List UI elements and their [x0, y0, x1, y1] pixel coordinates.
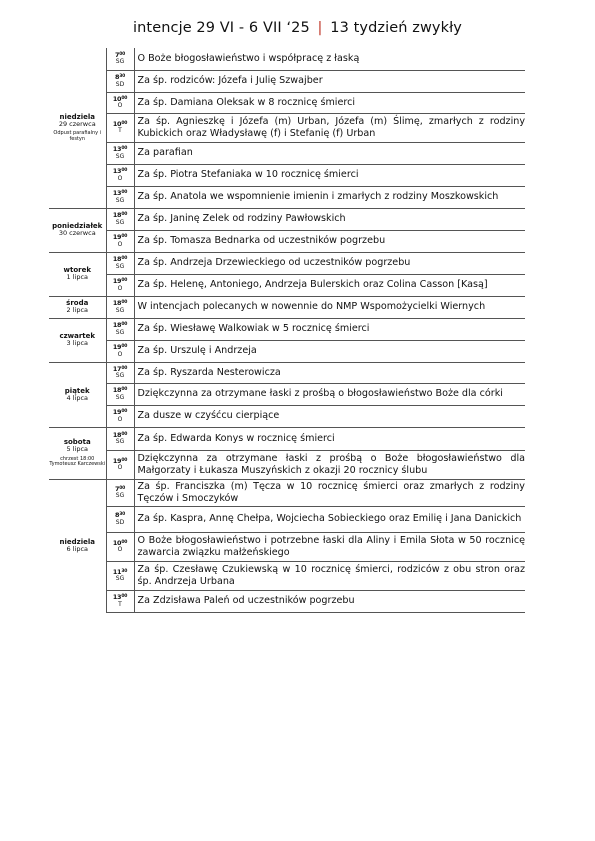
mass-minutes: 00 — [121, 190, 128, 196]
mass-intention: Za śp. Czesławę Czukiewską w 10 rocznicę śmierci, rodziców z obu stron oraz śp. Andrzeja Urbana — [134, 561, 525, 590]
mass-time — [106, 479, 134, 506]
mass-hour: 19 — [112, 456, 122, 465]
mass-intention: Za śp. Tomasza Bednarka od uczestników pogrzebu — [134, 230, 525, 252]
mass-hour: 10 — [112, 94, 122, 103]
mass-time — [106, 340, 134, 362]
mass-minutes: 00 — [121, 212, 128, 218]
mass-hour: 19 — [112, 408, 122, 417]
mass-time — [106, 405, 134, 427]
title-text: intencje 29 VI - 6 VII ‘25 — [132, 20, 310, 36]
mass-location: T — [118, 127, 122, 135]
mass-location: SG — [115, 575, 125, 583]
mass-time — [106, 506, 134, 532]
mass-time — [106, 318, 134, 340]
mass-hour: 18 — [112, 321, 122, 330]
day-cell — [49, 479, 106, 612]
mass-time — [106, 362, 134, 383]
mass-intention: Za Zdzisława Paleń od uczestników pogrzebu — [134, 590, 525, 612]
mass-location: O — [117, 415, 123, 423]
mass-intention: Dziękczynna za otrzymane łaski z prośbą o błogosławieństwo Boże dla córki — [134, 383, 525, 405]
mass-intention: Za parafian — [134, 142, 525, 164]
mass-row — [49, 164, 525, 186]
mass-minutes: 30 — [119, 74, 126, 80]
mass-row — [49, 252, 525, 274]
mass-hour: 17 — [112, 364, 122, 373]
mass-intention: Za śp. Urszulę i Andrzeja — [134, 340, 525, 362]
mass-row — [49, 405, 525, 427]
mass-location: SG — [115, 328, 125, 336]
mass-time — [106, 561, 134, 590]
mass-hour: 18 — [112, 386, 122, 395]
mass-minutes: 00 — [121, 120, 128, 126]
mass-minutes: 00 — [121, 95, 128, 101]
mass-time — [106, 532, 134, 561]
mass-row — [49, 561, 525, 590]
mass-time — [106, 208, 134, 230]
mass-location: O — [117, 464, 123, 472]
mass-hour: 8 — [114, 73, 120, 82]
mass-intention: Za śp. rodziców: Józefa i Julię Szwajber — [134, 70, 525, 92]
mass-minutes: 00 — [121, 146, 128, 152]
mass-row — [49, 506, 525, 532]
day-name: wtorek — [63, 266, 91, 275]
mass-minutes: 00 — [119, 52, 126, 58]
mass-intention: O Boże błogosławieństwo i współpracę z łaską — [134, 48, 525, 70]
mass-hour: 18 — [112, 430, 122, 439]
mass-minutes: 00 — [121, 300, 128, 306]
mass-minutes: 00 — [121, 365, 128, 371]
mass-hour: 13 — [112, 189, 122, 198]
mass-minutes: 00 — [121, 278, 128, 284]
mass-row — [49, 318, 525, 340]
mass-hour: 18 — [112, 255, 122, 264]
day-date: 4 lipca — [66, 393, 88, 402]
mass-hour: 18 — [112, 211, 122, 220]
mass-time — [106, 450, 134, 479]
mass-minutes: 00 — [121, 322, 128, 328]
mass-time — [106, 427, 134, 450]
mass-minutes: 00 — [121, 256, 128, 262]
mass-time — [106, 296, 134, 318]
mass-minutes: 00 — [121, 344, 128, 350]
mass-location: O — [117, 240, 123, 248]
intentions-table — [49, 48, 525, 613]
mass-location: O — [117, 174, 123, 182]
mass-location: SD — [115, 518, 125, 526]
day-date: 3 lipca — [66, 339, 88, 348]
mass-time — [106, 274, 134, 296]
day-date: 2 lipca — [66, 306, 88, 315]
mass-row — [49, 48, 525, 70]
mass-minutes: 00 — [121, 168, 128, 174]
mass-hour: 8 — [114, 511, 120, 520]
mass-hour: 19 — [112, 277, 122, 286]
mass-intention: Za śp. Damiana Oleksak w 8 rocznicę śmierci — [134, 92, 525, 113]
day-name: czwartek — [59, 332, 96, 341]
mass-row — [49, 208, 525, 230]
mass-location: SD — [115, 80, 125, 88]
mass-location: SG — [115, 372, 125, 380]
mass-row — [49, 274, 525, 296]
mass-row — [49, 113, 525, 142]
title-subtitle: 13 tydzień zwykły — [330, 20, 462, 36]
day-name: sobota — [63, 437, 91, 446]
mass-intention: Za śp. Janinę Zelek od rodziny Pawłowskich — [134, 208, 525, 230]
mass-intention: Za śp. Piotra Stefaniaka w 10 rocznicę śmierci — [134, 164, 525, 186]
mass-row — [49, 186, 525, 208]
mass-intention: Dziękczynna za otrzymane łaski z prośbą o Boże błogosławieństwo dla Małgorzaty i Łukasza Muszyńskich z okazji 20 rocznicy ślubu — [134, 450, 525, 479]
mass-location: SG — [115, 492, 125, 500]
mass-row — [49, 92, 525, 113]
day-cell — [49, 318, 106, 362]
page-title — [0, 20, 595, 36]
mass-intention: W intencjach polecanych w nowennie do NMP Wspomożycielki Wiernych — [134, 296, 525, 318]
mass-row — [49, 427, 525, 450]
day-note: chrzest 18:00 Tymoteusz Karczewski — [49, 455, 106, 468]
mass-intention: Za dusze w czyśćcu cierpiące — [134, 405, 525, 427]
mass-row — [49, 383, 525, 405]
mass-intention: Za śp. Helenę, Antoniego, Andrzeja Bulerskich oraz Colina Casson [Kasą] — [134, 274, 525, 296]
mass-location: O — [117, 284, 123, 292]
day-name: piątek — [64, 386, 90, 395]
mass-minutes: 00 — [121, 409, 128, 415]
day-name: niedziela — [59, 537, 95, 546]
mass-row — [49, 479, 525, 506]
title-separator: | — [317, 20, 323, 36]
mass-location: SG — [115, 152, 125, 160]
day-cell — [49, 48, 106, 208]
mass-row — [49, 590, 525, 612]
mass-time — [106, 142, 134, 164]
mass-row — [49, 340, 525, 362]
mass-minutes: 30 — [121, 568, 128, 574]
mass-hour: 10 — [112, 119, 122, 128]
day-name: niedziela — [59, 112, 95, 121]
mass-intention: Za śp. Edwarda Konys w rocznicę śmierci — [134, 427, 525, 450]
mass-intention: Za śp. Anatola we wspomnienie imienin i zmarłych z rodziny Moszkowskich — [134, 186, 525, 208]
mass-location: SG — [115, 262, 125, 270]
mass-intention: O Boże błogosławieństwo i potrzebne łaski dla Aliny i Emila Słota w 50 rocznicę zawarcia związku małżeńskiego — [134, 532, 525, 561]
mass-time — [106, 252, 134, 274]
day-date: 1 lipca — [66, 273, 88, 282]
day-cell — [49, 362, 106, 427]
mass-row — [49, 362, 525, 383]
mass-hour: 19 — [112, 343, 122, 352]
day-date: 5 lipca — [66, 445, 88, 454]
mass-hour: 7 — [114, 51, 120, 60]
mass-intention: Za śp. Andrzeja Drzewieckiego od uczestników pogrzebu — [134, 252, 525, 274]
mass-time — [106, 590, 134, 612]
day-cell — [49, 296, 106, 318]
mass-intention: Za śp. Franciszka (m) Tęcza w 10 rocznicę śmierci oraz zmarłych z rodziny Tęczów i Smoczyków — [134, 479, 525, 506]
mass-minutes: 00 — [121, 234, 128, 240]
day-cell — [49, 252, 106, 296]
day-cell — [49, 427, 106, 479]
mass-hour: 13 — [112, 593, 122, 602]
mass-time — [106, 70, 134, 92]
mass-location: O — [117, 546, 123, 554]
day-date: 6 lipca — [66, 545, 88, 554]
mass-hour: 13 — [112, 145, 122, 154]
mass-hour: 11 — [112, 567, 122, 576]
day-name: środa — [66, 299, 89, 308]
intentions-body — [49, 48, 525, 612]
mass-time — [106, 164, 134, 186]
mass-time — [106, 113, 134, 142]
mass-hour: 19 — [112, 233, 122, 242]
day-note: Odpust parafialny i festyn — [53, 130, 102, 142]
mass-intention: Za śp. Ryszarda Nesterowicza — [134, 362, 525, 383]
mass-location: O — [117, 102, 123, 110]
day-name: poniedziałek — [52, 222, 103, 231]
mass-minutes: 30 — [119, 512, 126, 518]
mass-time — [106, 230, 134, 252]
day-date: 30 czerwca — [58, 229, 96, 238]
mass-location: SG — [115, 438, 125, 446]
mass-location: SG — [115, 393, 125, 401]
mass-location: SG — [115, 196, 125, 204]
mass-time — [106, 383, 134, 405]
mass-intention: Za śp. Kaspra, Annę Chełpa, Wojciecha Sobieckiego oraz Emilię i Jana Danickich — [134, 506, 525, 532]
mass-hour: 13 — [112, 167, 122, 176]
mass-row — [49, 142, 525, 164]
mass-hour: 10 — [112, 538, 122, 547]
mass-minutes: 00 — [121, 431, 128, 437]
mass-location: SG — [115, 58, 125, 66]
mass-intention: Za śp. Agnieszkę i Józefa (m) Urban, Józefa (m) Ślimę, zmarłych z rodziny Kubickich oraz Władysławę (f) i Stefanię (f) Urban — [134, 113, 525, 142]
mass-row — [49, 296, 525, 318]
mass-location: SG — [115, 218, 125, 226]
mass-time — [106, 92, 134, 113]
mass-intention: Za śp. Wiesławę Walkowiak w 5 rocznicę śmierci — [134, 318, 525, 340]
mass-row — [49, 450, 525, 479]
mass-location: T — [118, 600, 122, 608]
mass-minutes: 00 — [121, 539, 128, 545]
mass-minutes: 00 — [119, 485, 126, 491]
mass-hour: 7 — [114, 484, 120, 493]
mass-location: SG — [115, 306, 125, 314]
mass-hour: 18 — [112, 299, 122, 308]
mass-row — [49, 70, 525, 92]
mass-row — [49, 230, 525, 252]
mass-time — [106, 48, 134, 70]
mass-location: O — [117, 350, 123, 358]
mass-minutes: 00 — [121, 387, 128, 393]
day-cell — [49, 208, 106, 252]
mass-time — [106, 186, 134, 208]
day-date: 29 czerwca — [58, 119, 96, 128]
mass-minutes: 00 — [121, 594, 128, 600]
mass-minutes: 00 — [121, 457, 128, 463]
mass-row — [49, 532, 525, 561]
